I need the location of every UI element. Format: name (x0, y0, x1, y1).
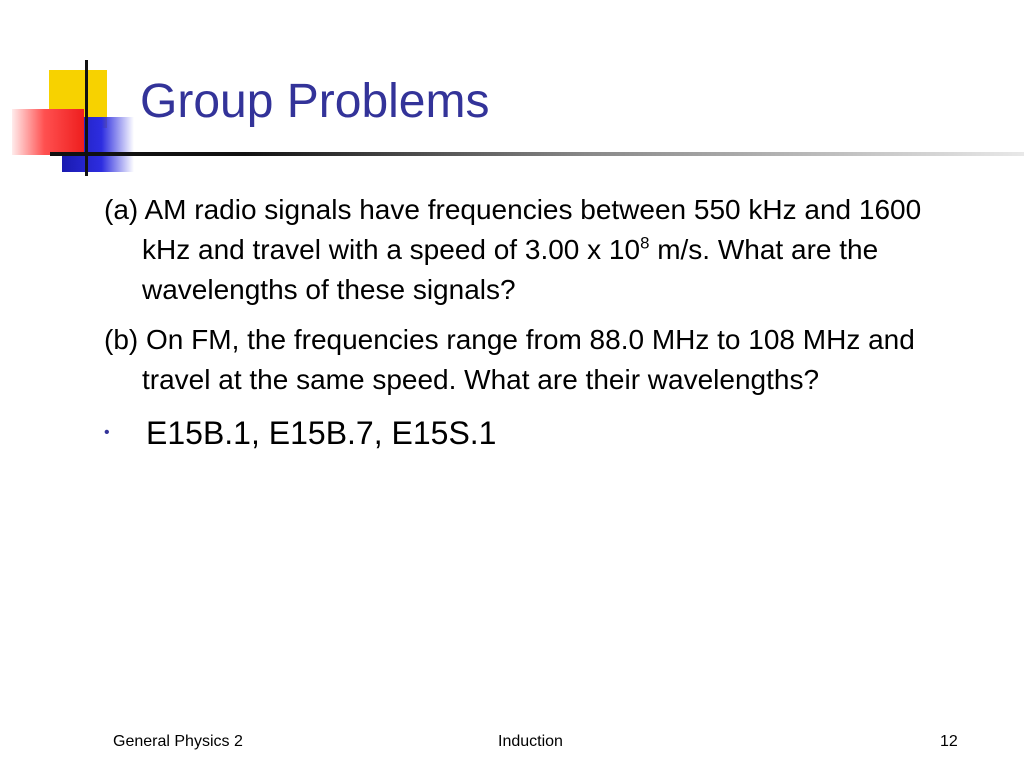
bullet-item (104, 410, 964, 456)
problem-b-label: (b) (104, 324, 139, 355)
problem-a-exponent: 8 (640, 233, 650, 253)
problem-a (104, 190, 964, 310)
problem-a-text: AM radio signals have frequencies between 550 kHz and 1600 kHz and travel with a speed of 3.00 x 10 (142, 194, 922, 265)
footer-topic: Induction (498, 733, 563, 750)
problem-b-text: On FM, the frequencies range from 88.0 MHz to 108 MHz and travel at the same speed. What are their wavelengths? (142, 324, 915, 395)
slide-title: Group Problems (140, 75, 490, 128)
problem-a-text-end: m/s. What are the wavelengths of these signals? (142, 234, 879, 305)
problem-a-label: (a) (104, 194, 139, 225)
logo-red-square (12, 109, 84, 155)
logo-vertical-line (85, 60, 88, 176)
slide-body (104, 190, 964, 456)
title-underline (50, 152, 1024, 156)
bullet-text: E15B.1, E15B.7, E15S.1 (146, 415, 497, 451)
problem-b (104, 320, 964, 400)
bullet-icon: • (104, 424, 110, 441)
footer-page-number: 12 (940, 733, 958, 750)
footer-course: General Physics 2 (113, 733, 243, 750)
